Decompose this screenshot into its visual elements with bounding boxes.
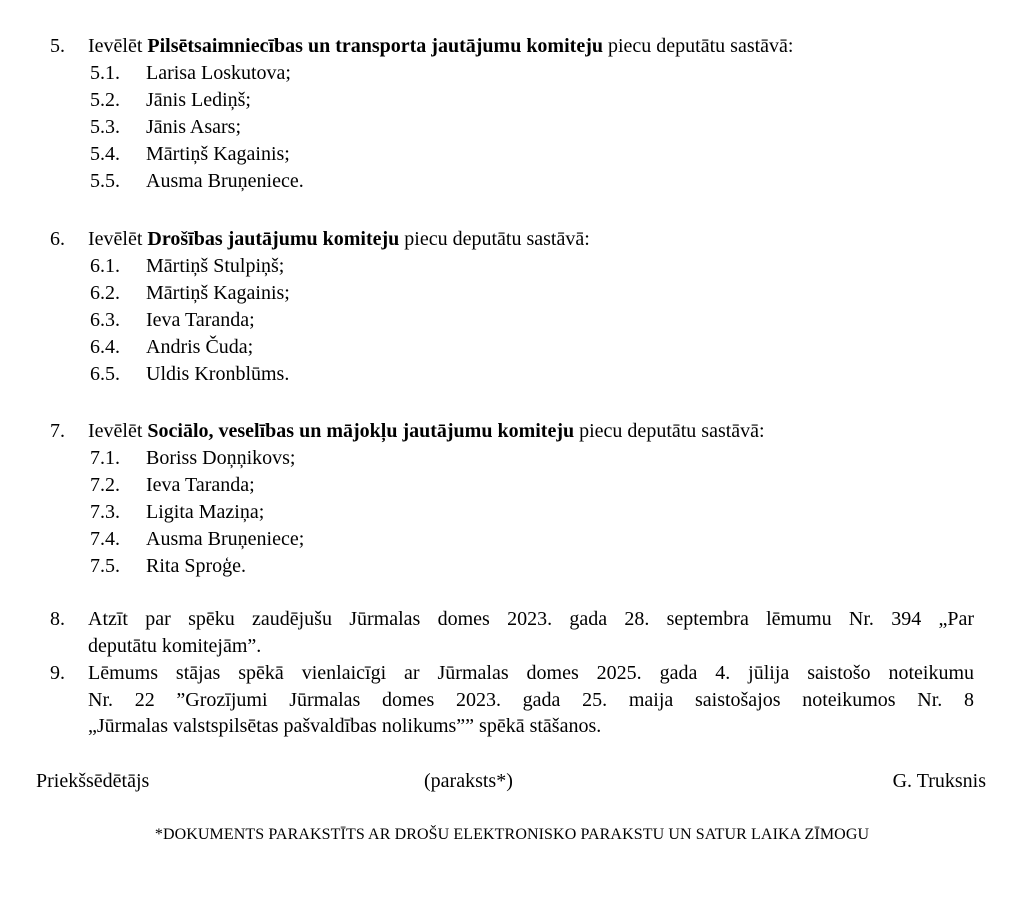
member-item bbox=[50, 253, 974, 280]
member-item bbox=[50, 499, 974, 526]
member-name: Ausma Bruņeniece. bbox=[146, 169, 304, 192]
footnote: *DOKUMENTS PARAKSTĪTS AR DROŠU ELEKTRONISKO PARAKSTU UN SATUR LAIKA ZĪMOGU bbox=[154, 826, 870, 843]
member-number: 7.2. bbox=[90, 473, 120, 496]
item-number: 8. bbox=[50, 608, 65, 630]
item-text bbox=[88, 33, 974, 60]
item-text-line: Atzīt par spēku zaudējušu Jūrmalas domes 2023. gada 28. septembra lēmumu Nr. 394 „Par bbox=[88, 608, 974, 630]
member-name: Larisa Loskutova; bbox=[146, 61, 291, 84]
member-number: 7.1. bbox=[90, 446, 120, 469]
member-number: 5.5. bbox=[90, 169, 120, 192]
member-name: Mārtiņš Kagainis; bbox=[146, 281, 290, 304]
member-number: 7.3. bbox=[90, 500, 120, 523]
item-suffix: piecu deputātu sastāvā: bbox=[399, 228, 590, 250]
member-number: 5.4. bbox=[90, 142, 120, 165]
member-item bbox=[50, 114, 974, 141]
signer-name: G. Truksnis bbox=[892, 770, 986, 792]
decision-item-7 bbox=[50, 418, 974, 580]
member-name: Jānis Asars; bbox=[146, 115, 241, 138]
member-number: 6.3. bbox=[90, 308, 120, 331]
member-name: Andris Čuda; bbox=[146, 335, 254, 358]
item-text bbox=[88, 226, 974, 253]
member-name: Jānis Lediņš; bbox=[146, 88, 251, 111]
item-prefix: Ievēlēt bbox=[88, 228, 148, 250]
item-text-line: Nr. 22 ”Grozījumi Jūrmalas domes 2023. gada 25. maija saistošajos noteikumos Nr. 8 bbox=[88, 688, 974, 711]
member-item bbox=[50, 334, 974, 361]
member-name: Ieva Taranda; bbox=[146, 473, 255, 496]
decision-item-6 bbox=[50, 226, 974, 388]
item-text-line: „Jūrmalas valstspilsētas pašvaldības nolikums”” spēkā stāšanos. bbox=[88, 715, 602, 737]
member-name: Ausma Bruņeniece; bbox=[146, 527, 305, 550]
member-number: 5.1. bbox=[90, 61, 120, 84]
committee-name: Pilsētsaimniecības un transporta jautājumu komiteju bbox=[147, 35, 603, 57]
member-item bbox=[50, 87, 974, 114]
committee-name: Drošības jautājumu komiteju bbox=[147, 228, 400, 250]
member-item bbox=[50, 60, 974, 87]
member-number: 6.1. bbox=[90, 254, 120, 277]
member-item bbox=[50, 526, 974, 553]
member-item bbox=[50, 168, 974, 195]
item-suffix: piecu deputātu sastāvā: bbox=[602, 35, 794, 57]
item-text bbox=[88, 418, 974, 445]
member-number: 7.4. bbox=[90, 527, 120, 550]
signature-note: (paraksts*) bbox=[424, 770, 513, 792]
member-name: Rita Sproģe. bbox=[146, 554, 246, 577]
member-item bbox=[50, 472, 974, 499]
member-number: 6.2. bbox=[90, 281, 120, 304]
item-prefix: Ievēlēt bbox=[88, 35, 148, 57]
member-list bbox=[50, 445, 974, 580]
member-number: 5.2. bbox=[90, 88, 120, 111]
member-number: 6.5. bbox=[90, 362, 120, 385]
member-item bbox=[50, 553, 974, 580]
member-list bbox=[50, 60, 974, 195]
item-number: 5. bbox=[50, 35, 65, 57]
item-number: 7. bbox=[50, 420, 65, 442]
member-item bbox=[50, 307, 974, 334]
member-name: Mārtiņš Stulpiņš; bbox=[146, 254, 285, 277]
member-list bbox=[50, 253, 974, 388]
decision-item-9 bbox=[50, 660, 974, 740]
member-item bbox=[50, 361, 974, 388]
item-text-line: deputātu komitejām”. bbox=[88, 634, 262, 657]
signer-role: Priekšsēdētājs bbox=[36, 770, 150, 792]
member-item bbox=[50, 141, 974, 168]
member-item bbox=[50, 445, 974, 472]
item-number: 6. bbox=[50, 228, 65, 250]
member-name: Uldis Kronblūms. bbox=[146, 362, 290, 385]
member-item bbox=[50, 280, 974, 307]
member-number: 7.5. bbox=[90, 554, 120, 577]
item-number: 9. bbox=[50, 662, 65, 684]
item-prefix: Ievēlēt bbox=[88, 420, 148, 442]
decision-item-8 bbox=[50, 606, 974, 659]
signature-block bbox=[36, 770, 986, 800]
committee-name: Sociālo, veselības un mājokļu jautājumu komiteju bbox=[147, 420, 575, 442]
decision-item-5 bbox=[50, 33, 974, 195]
member-number: 6.4. bbox=[90, 335, 120, 358]
member-name: Boriss Doņņikovs; bbox=[146, 446, 296, 469]
item-suffix: piecu deputātu sastāvā: bbox=[574, 420, 765, 442]
member-name: Ligita Maziņa; bbox=[146, 500, 265, 523]
member-name: Mārtiņš Kagainis; bbox=[146, 142, 290, 165]
member-name: Ieva Taranda; bbox=[146, 308, 255, 331]
member-number: 5.3. bbox=[90, 115, 120, 138]
item-text-line: Lēmums stājas spēkā vienlaicīgi ar Jūrmalas domes 2025. gada 4. jūlija saistošo noteikumu bbox=[88, 662, 974, 684]
